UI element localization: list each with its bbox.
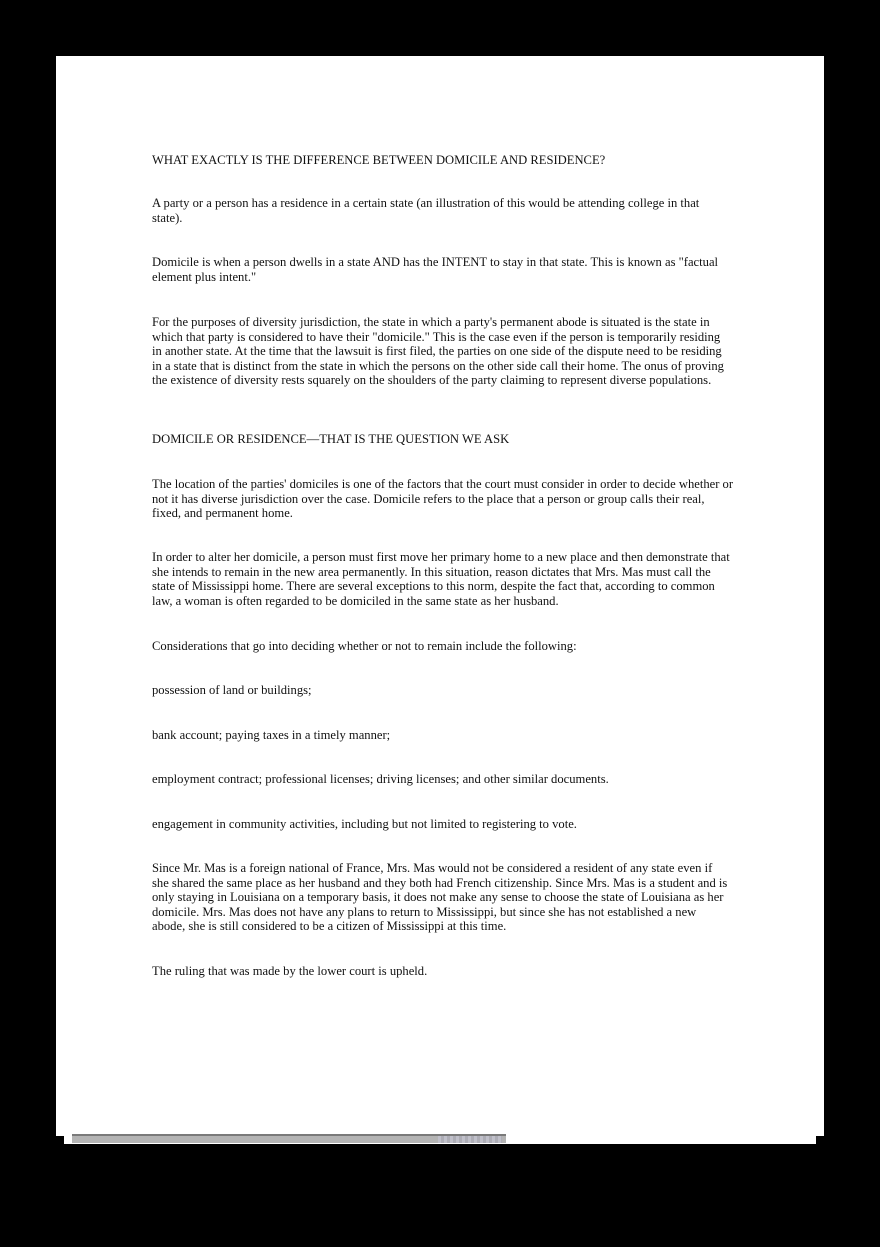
paragraph-domicile-definition: Domicile is when a person dwells in a state AND has the INTENT to stay in that state. This is known as "factual element plus intent.": [152, 255, 719, 284]
section-heading-difference: WHAT EXACTLY IS THE DIFFERENCE BETWEEN DOMICILE AND RESIDENCE?: [152, 153, 606, 167]
list-item-community: engagement in community activities, including but not limited to registering to vote.: [152, 817, 577, 831]
section-heading-question: DOMICILE OR RESIDENCE—THAT IS THE QUESTION WE ASK: [152, 432, 510, 446]
paragraph-considerations-intro: Considerations that go into deciding whether or not to remain include the following:: [152, 639, 577, 653]
horizontal-scrollbar[interactable]: [72, 1134, 506, 1143]
paragraph-alter-domicile: In order to alter her domicile, a person must first move her primary home to a new place and then demonstrate that she intends to remain in the new area permanently. In this situation, reason dictates that Mrs. Mas must call the state of Mississippi home. There are several exceptions to this norm, despite the fact that, according to common law, a woman is often regarded to be domiciled in the same state as her husband.: [152, 550, 730, 608]
list-item-bank-taxes: bank account; paying taxes in a timely manner;: [152, 728, 391, 742]
list-item-licenses: employment contract; professional licenses; driving licenses; and other similar documents.: [152, 772, 609, 786]
paragraph-diversity-jurisdiction: For the purposes of diversity jurisdiction, the state in which a party's permanent abode is situated is the state in which that party is considered to have their "domicile." This is the case even if the person is temporarily residing in another state. At the time that the lawsuit is first filed, the parties on one side of the dispute need to be residing in a state that is distinct from the state in which the persons on the other side call their home. The onus of proving the existence of diversity rests squarely on the shoulders of the party claiming to represent diverse populations.: [152, 315, 724, 388]
paragraph-parties-domiciles: The location of the parties' domiciles is one of the factors that the court must consider in order to decide whether or not it has diverse jurisdiction over the case. Domicile refers to the place that a person or group calls their real, fixed, and permanent home.: [152, 477, 734, 521]
paragraph-ruling: The ruling that was made by the lower court is upheld.: [152, 964, 428, 978]
scrollbar-grip[interactable]: [438, 1136, 502, 1143]
paragraph-residence-definition: A party or a person has a residence in a certain state (an illustration of this would be attending college in that state).: [152, 196, 700, 225]
paragraph-mrs-mas-analysis: Since Mr. Mas is a foreign national of France, Mrs. Mas would not be considered a resident of any state even if she shared the same place as her husband and they both had French citizenship. Since Mrs. Mas is a student and is only staying in Louisiana on a temporary basis, it does not make any sense to choose the state of Louisiana as her domicile. Mrs. Mas does not have any plans to return to Mississippi, but since she has not established a new abode, she is still considered to be a citizen of Mississippi at this time.: [152, 861, 728, 934]
list-item-property: possession of land or buildings;: [152, 683, 312, 697]
